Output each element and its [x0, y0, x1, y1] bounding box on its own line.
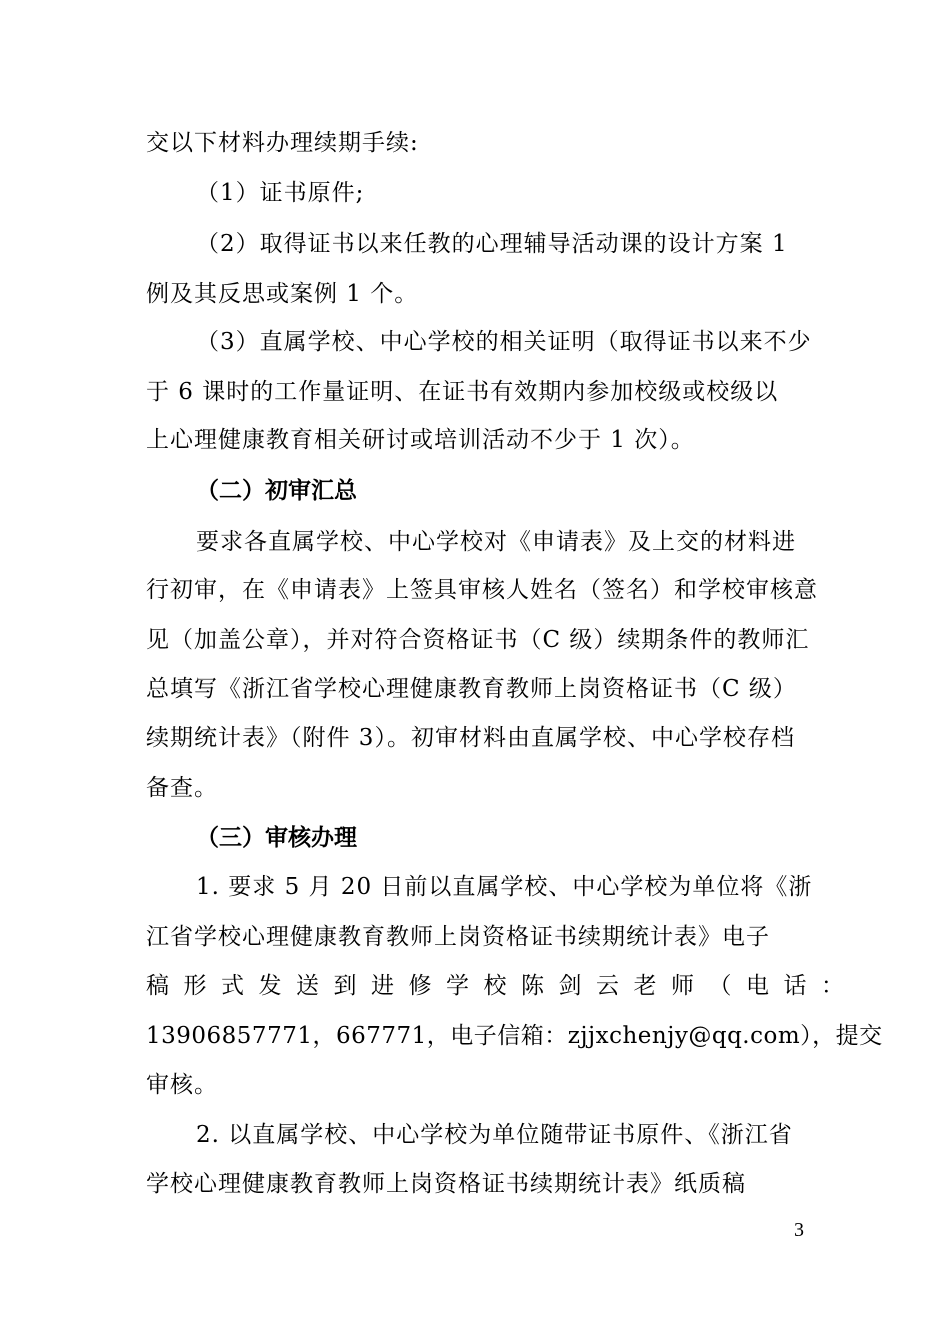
section-heading-audit-processing: （三）审核办理	[196, 824, 357, 851]
text-line-12: 总填写《浙江省学校心理健康教育教师上岗资格证书（C 级）	[146, 676, 797, 702]
text-line-11: 见（加盖公章），并对符合资格证书（C 级）续期条件的教师汇	[146, 627, 810, 653]
text-line-6: 于 6 课时的工作量证明、在证书有效期内参加校级或校级以	[146, 379, 779, 405]
text-line-1: 交以下材料办理续期手续:	[146, 130, 419, 156]
text-line-18: 稿形式发送到进修学校陈剑云老师（电话：	[146, 973, 859, 999]
text-line-17: 江省学校心理健康教育教师上岗资格证书续期统计表》电子	[146, 924, 770, 950]
text-line-9: 要求各直属学校、中心学校对《申请表》及上交的材料进	[196, 529, 796, 555]
text-line-4: 例及其反思或案例 1 个。	[146, 281, 419, 307]
text-line-2: （1）证书原件;	[196, 180, 365, 206]
text-line-14: 备查。	[146, 775, 218, 801]
text-line-3: （2）取得证书以来任教的心理辅导活动课的设计方案 1	[196, 231, 788, 257]
text-line-7: 上心理健康教育相关研讨或培训活动不少于 1 次）。	[146, 427, 695, 453]
text-line-20: 审核。	[146, 1072, 218, 1098]
text-line-5: （3）直属学校、中心学校的相关证明（取得证书以来不少	[196, 329, 812, 355]
text-line-13: 续期统计表》（附件 3）。初审材料由直属学校、中心学校存档	[146, 725, 795, 751]
text-line-22: 学校心理健康教育教师上岗资格证书续期统计表》纸质稿	[146, 1171, 746, 1197]
text-line-10: 行初审，在《申请表》上签具审核人姓名（签名）和学校审核意	[146, 577, 818, 603]
text-line-16: 1. 要求 5 月 20 日前以直属学校、中心学校为单位将《浙	[196, 874, 813, 900]
page-number: 3	[794, 1219, 804, 1241]
text-line-19: 13906857771，667771，电子信箱：zjjxchenjy@qq.com），提交	[146, 1023, 883, 1049]
section-heading-review-summary: （二）初审汇总	[196, 477, 357, 504]
text-line-21: 2. 以直属学校、中心学校为单位随带证书原件、《浙江省	[196, 1122, 793, 1148]
